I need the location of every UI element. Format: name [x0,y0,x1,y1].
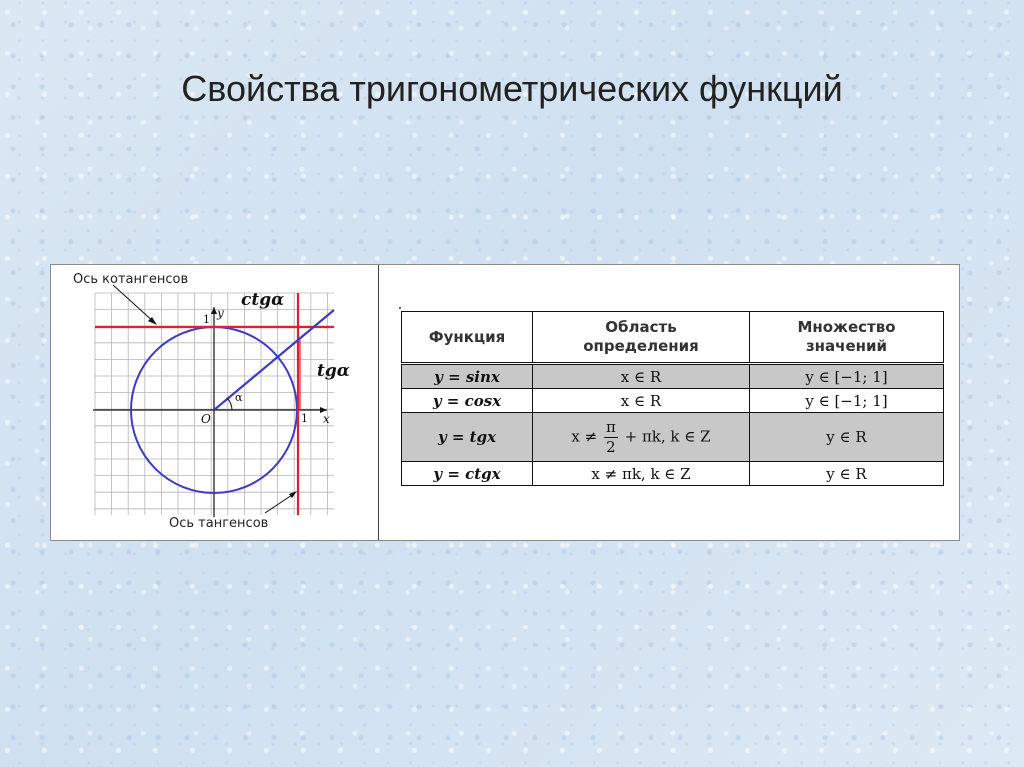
cotangent-axis-label: Ось котангенсов [73,272,189,287]
row-sin-function: y = sinx [402,364,533,389]
row-cos-domain: x ∈ R [533,389,750,413]
x-axis-label: x [323,412,330,426]
row-cos-range: y ∈ [−1; 1] [750,389,944,413]
pi-over-two-fraction: $\frac{\pi}{2}$ [605,417,616,456]
row-cos-function: y = cosx [402,389,533,413]
table-row [402,389,944,413]
ctg-alpha-label: ctgα [241,290,285,310]
one-y-label: 1 [203,313,210,326]
angle-ray [214,310,334,410]
row-tg-domain: x ≠ $\frac{\pi}{2}$ + πk, k ∈ Z [533,413,750,462]
slide-title: Свойства тригонометрических функций [181,68,843,109]
row-tg-function: y = tgx [402,413,533,462]
header-domain: Область определения [533,312,750,364]
unit-circle-diagram [51,265,378,542]
cotangent-pointer [113,285,155,323]
row-sin-domain: x ∈ R [533,364,750,389]
row-tg-range: y ∈ R [750,413,944,462]
table-row [402,364,944,389]
content-panel [50,264,960,541]
origin-label: O [201,412,211,426]
header-range: Множество значений [750,312,944,364]
tangent-axis-label: Ось тангенсов [169,516,269,531]
properties-table [401,311,944,486]
table-header-row [402,312,944,364]
y-axis-label: y [217,306,224,320]
row-ctg-domain: x ≠ πk, k ∈ Z [533,462,750,486]
header-function: Функция [402,312,533,364]
table-row [402,462,944,486]
alpha-label: α [235,391,243,404]
one-x-label: 1 [301,412,308,425]
row-ctg-range: y ∈ R [750,462,944,486]
table-row [402,413,944,462]
tg-alpha-label: tgα [317,361,350,381]
panel-divider [378,265,379,540]
row-ctg-function: y = ctgx [402,462,533,486]
row-sin-range: y ∈ [−1; 1] [750,364,944,389]
table-anchor-dot [399,307,401,309]
